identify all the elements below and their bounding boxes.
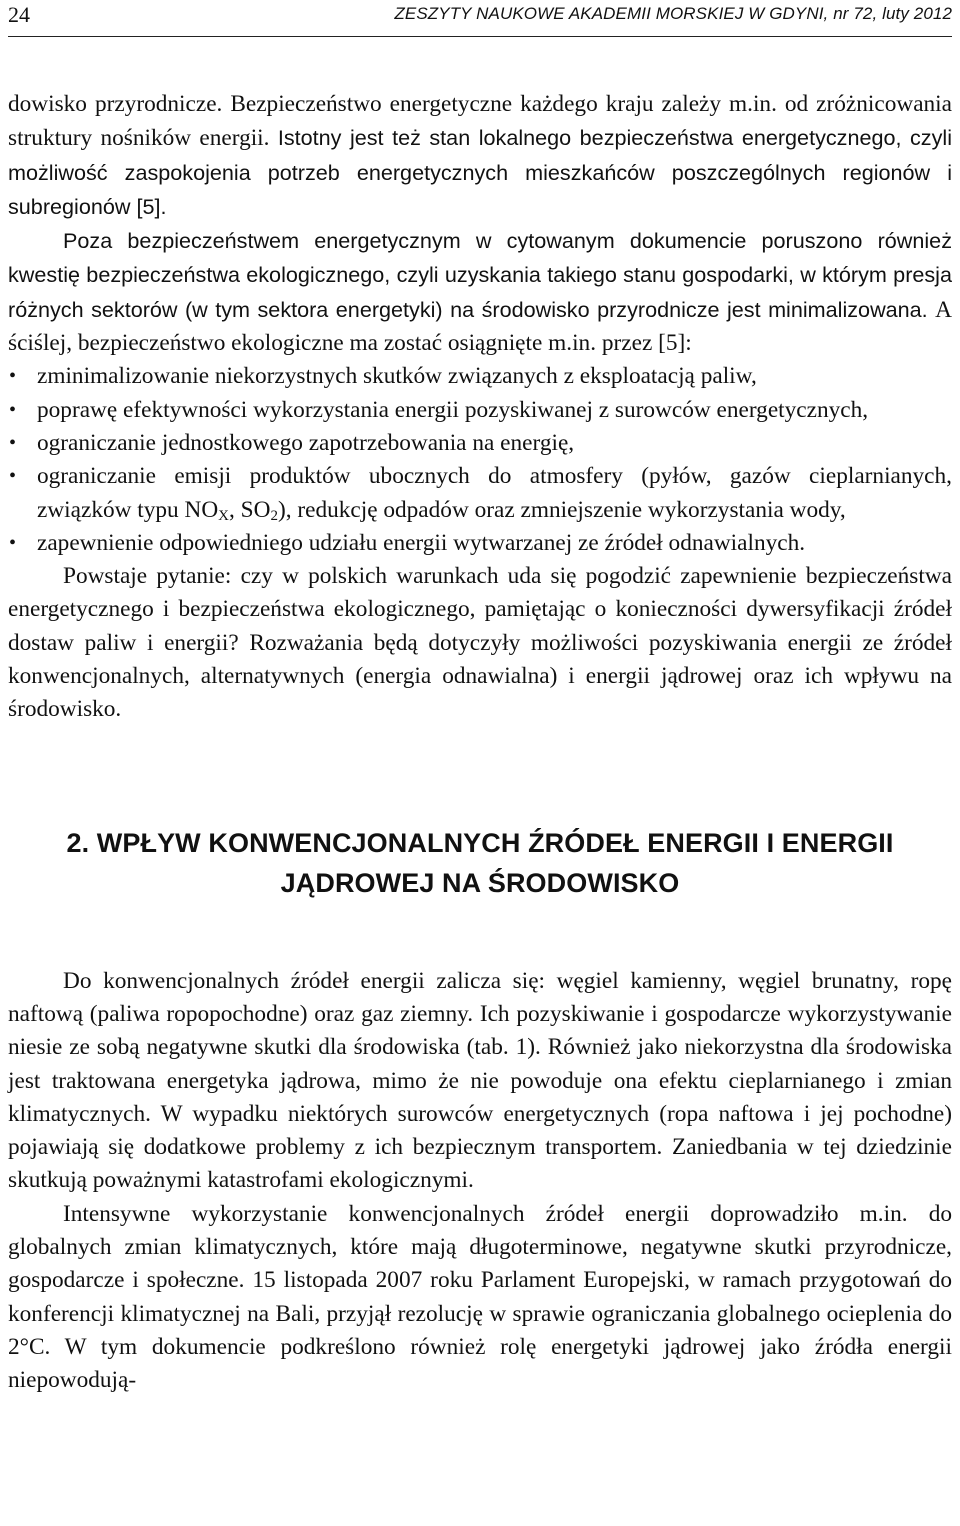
subscript: X: [218, 507, 229, 524]
list-item: [8, 460, 952, 527]
section-2-body: [8, 965, 952, 1398]
list-item-text: ), redukcję odpadów oraz zmniejszenie wykorzystania wody,: [277, 496, 846, 523]
list-item: • zminimalizowanie niekorzystnych skutków związanych z eksploatacją paliw,: [8, 360, 952, 393]
body-text: [8, 88, 952, 1398]
intro-sentence-1: dowisko przyrodnicze. Bezpieczeństwo energetyczne każdego kraju zależy m.in. od zróżnicowania struktury nośników energii.: [8, 91, 952, 152]
list-item: • zapewnienie odpowiedniego udziału energii wytwarzanej ze źródeł odnawialnych.: [8, 527, 952, 560]
ecology-paragraph: [8, 224, 952, 360]
section-2-paragraph-1: Do konwencjonalnych źródeł energii zalicza się: węgiel kamienny, węgiel brunatny, ropę naftową (paliwa ropopochodne) oraz gaz ziemny. Ich pozyskiwanie i gospodarcze wykorzystywanie niesie ze sobą negatywne skutki dla środowiska (tab. 1). Również jako niekorzystna dla środowiska jest traktowana energetyka jądrowa, mimo że nie powoduje ona efektu cieplarnianego i zmian klimatycznych. W wypadku niektórych surowców energetycznych (ropa naftowa i jej pochodne) pojawiają się dodatkowe problemy z ich bezpiecznym transportem. Zaniedbania w tej dziedzinie skutkują poważnymi katastrofami ekologicznymi.: [8, 967, 952, 1194]
section-2-paragraph-2: Intensywne wykorzystanie konwencjonalnych źródeł energii doprowadziło m.in. do globalnych zmian klimatycznych, które mają długoterminowe, negatywne skutki przyrodnicze, gospodarcze i społeczne. 15 listopada 2007 roku Parlament Europejski, w ramach przygotowań do konferencji klimatycznej na Bali, przyjął rezolucję w sprawie ograniczania globalnego ocieplenia do 2°C. W tym dokumencie podkreślono również rolę energetyki jądrowej jako źródła energii niepowodują-: [8, 1200, 952, 1394]
running-header: [8, 0, 952, 37]
question-paragraph: Powstaje pytanie: czy w polskich warunkach uda się pogodzić zapewnienie bezpieczeństwa energetycznego i bezpieczeństwa ekologicznego, pamiętając o konieczności dywersyfikacji źródeł dostaw paliw i energii? Rozważania będą dotyczyły możliwości pozyskiwania energii ze źródeł konwencjonalnych, alternatywnych (energia odnawialna) i energii jądrowej oraz ich wpływu na środowisko.: [8, 563, 952, 723]
section-heading-line-2: JĄDROWEJ NA ŚRODOWISKO: [280, 867, 680, 898]
section-heading-line-1: 2. WPŁYW KONWENCJONALNYCH ŹRÓDEŁ ENERGII I ENERGII: [66, 827, 894, 858]
list-item-text: ograniczanie emisji produktów ubocznych do atmosfery (pyłów, gazów cieplarnianych, związków typu NO: [37, 463, 952, 523]
journal-title: ZESZYTY NAUKOWE AKADEMII MORSKIEJ W GDYNI, nr 72, luty 2012: [394, 4, 952, 23]
intro-sentence-2: Istotny jest też stan lokalnego bezpieczeństwa energetycznego, czyli możliwość zaspokojenia potrzeb energetycznych mieszkańców poszczególnych regionów i subregionów [5].: [8, 125, 952, 219]
section-heading: [8, 823, 952, 903]
ecology-text-2: A ściślej, bezpieczeństwo ekologiczne ma zostać osiągnięte m.in. przez [5]:: [8, 296, 952, 357]
measures-list: [8, 360, 952, 560]
list-item: • ograniczanie jednostkowego zapotrzebowania na energię,: [8, 427, 952, 460]
list-item-text: , SO: [229, 496, 271, 523]
page-number: 24: [8, 2, 30, 27]
intro-paragraph: [8, 88, 952, 224]
subscript: 2: [270, 507, 278, 524]
ecology-text: Poza bezpieczeństwem energetycznym w cytowanym dokumencie poruszono również kwestię bezpieczeństwa ekologicznego, czyli uzyskania takiego stanu gospodarki, w którym presja różnych sektorów (w tym sektora energetyki) na środowisko przyrodnicze jest minimalizowana.: [8, 228, 952, 322]
list-item: • poprawę efektywności wykorzystania energii pozyskiwanej z surowców energetycznych,: [8, 394, 952, 427]
